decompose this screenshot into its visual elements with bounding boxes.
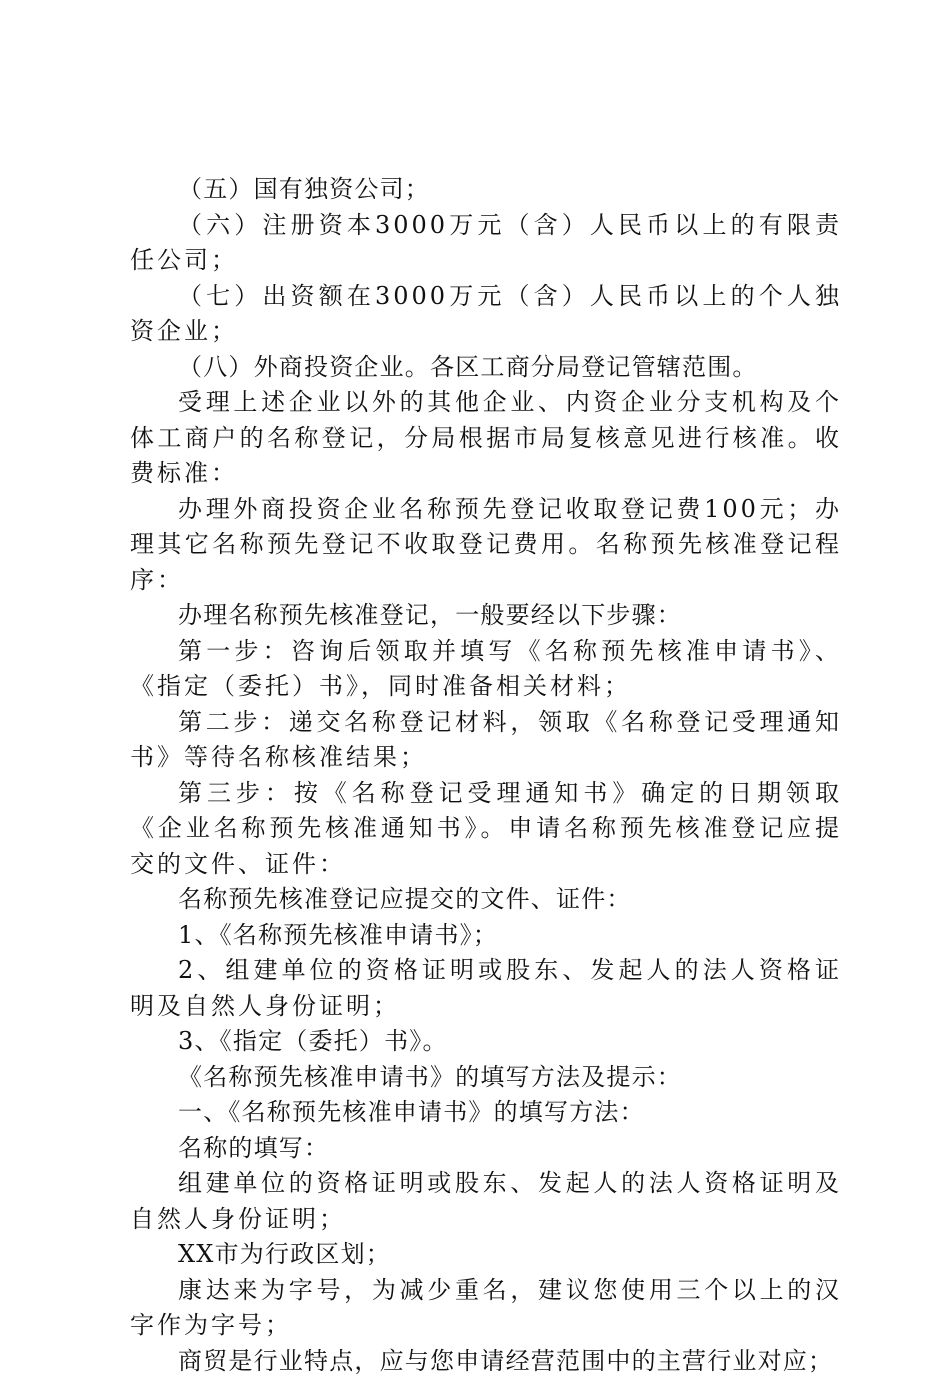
paragraph: 2、组建单位的资格证明或股东、发起人的法人资格证明及自然人身份证明； <box>130 953 842 1024</box>
paragraph: 组建单位的资格证明或股东、发起人的法人资格证明及自然人身份证明； <box>130 1166 842 1237</box>
paragraph: （五）国有独资公司； <box>130 172 842 208</box>
paragraph: （七）出资额在3000万元（含）人民币以上的个人独资企业； <box>130 279 842 350</box>
paragraph: 商贸是行业特点，应与您申请经营范围中的主营行业对应； <box>130 1344 842 1379</box>
document-body <box>130 172 842 1379</box>
paragraph: 3、《指定（委托）书》。 <box>130 1024 842 1060</box>
paragraph: 办理名称预先核准登记，一般要经以下步骤： <box>130 598 842 634</box>
paragraph: 一、《名称预先核准申请书》的填写方法： <box>130 1095 842 1131</box>
paragraph: 名称预先核准登记应提交的文件、证件： <box>130 882 842 918</box>
paragraph: 第三步：按《名称登记受理通知书》确定的日期领取《企业名称预先核准通知书》。申请名称预先核准登记应提交的文件、证件： <box>130 776 842 883</box>
paragraph: 办理外商投资企业名称预先登记收取登记费100元；办理其它名称预先登记不收取登记费用。名称预先核准登记程序： <box>130 492 842 599</box>
paragraph: 受理上述企业以外的其他企业、内资企业分支机构及个体工商户的名称登记，分局根据市局复核意见进行核准。收费标准： <box>130 385 842 492</box>
paragraph: 康达来为字号，为减少重名，建议您使用三个以上的汉字作为字号； <box>130 1273 842 1344</box>
paragraph: XX市为行政区划； <box>130 1237 842 1273</box>
paragraph: 1、《名称预先核准申请书》； <box>130 918 842 954</box>
paragraph: 名称的填写： <box>130 1131 842 1167</box>
paragraph: 第一步：咨询后领取并填写《名称预先核准申请书》、《指定（委托）书》，同时准备相关材料； <box>130 634 842 705</box>
paragraph: （八）外商投资企业。各区工商分局登记管辖范围。 <box>130 350 842 386</box>
paragraph: 《名称预先核准申请书》的填写方法及提示： <box>130 1060 842 1096</box>
paragraph: 第二步：递交名称登记材料，领取《名称登记受理通知书》等待名称核准结果； <box>130 705 842 776</box>
paragraph: （六）注册资本3000万元（含）人民币以上的有限责任公司； <box>130 208 842 279</box>
